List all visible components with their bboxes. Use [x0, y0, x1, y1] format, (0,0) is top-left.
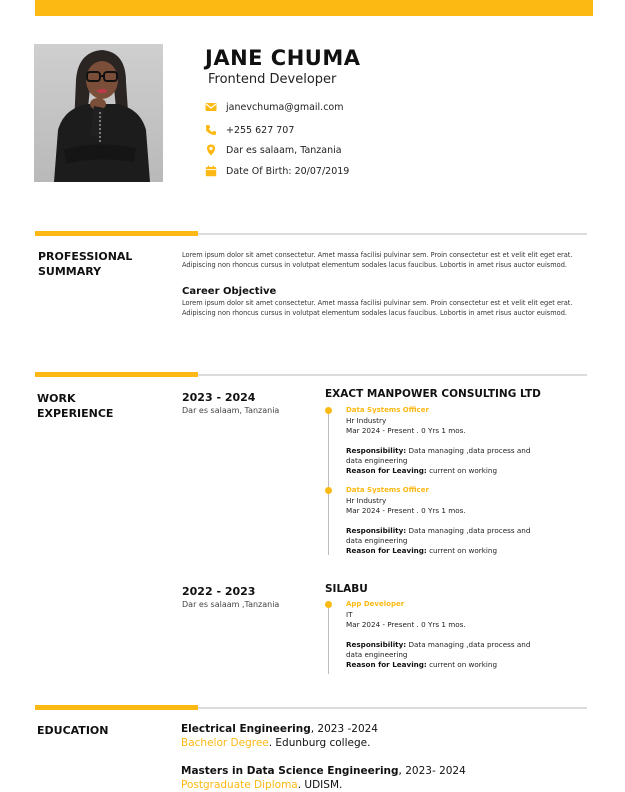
role-industry: IT — [346, 610, 353, 619]
work-heading-line2: EXPERIENCE — [37, 407, 114, 420]
profile-photo — [34, 44, 163, 182]
contact-email[interactable] — [205, 101, 343, 113]
work-divider-accent — [35, 372, 198, 377]
responsibility-text: Data managing ,data process and — [406, 446, 531, 455]
timeline-line — [328, 410, 329, 555]
summary-text: Lorem ipsum dolor sit amet consectetur. Amet massa facilisi pulvinar sem. Proin consectetur est et velit elit eget erat. Adipiscing non rhoncus cursus in volutpat elementum sodales lacus faucibus. Lobortis in amet risus auctor euismod. — [182, 251, 573, 269]
job-title: Frontend Developer — [208, 72, 337, 87]
role-industry: Hr Industry — [346, 416, 387, 425]
summary-heading-line1: PROFESSIONAL — [38, 250, 133, 263]
education-item-title — [181, 765, 466, 777]
education-divider-accent — [35, 705, 198, 710]
reason-label: Reason for Leaving: — [346, 660, 427, 669]
candidate-name: JANE CHUMA — [205, 46, 361, 70]
role-responsibility — [346, 640, 530, 650]
reason-text: current on working — [426, 660, 498, 669]
summary-heading-line2: SUMMARY — [38, 265, 102, 278]
role-responsibility-cont: data engineering — [346, 650, 408, 659]
company-name: EXACT MANPOWER CONSULTING LTD — [325, 388, 541, 400]
job-years: 2023 - 2024 — [182, 391, 256, 404]
responsibility-text: Data managing ,data process and — [406, 640, 531, 649]
timeline-dot — [325, 487, 332, 494]
contact-location — [205, 144, 342, 156]
role-responsibility — [346, 446, 530, 456]
role-title: Data Systems Officer — [346, 486, 429, 494]
top-accent-bar — [35, 0, 593, 16]
education-item-degree — [181, 737, 370, 749]
location-pin-icon — [205, 144, 217, 156]
contact-birthdate — [205, 165, 349, 177]
role-period: Mar 2024 - Present . 0 Yrs 1 mos. — [346, 426, 466, 435]
education-field: Masters in Data Science Engineering — [181, 765, 399, 777]
reason-text: current on working — [426, 546, 498, 555]
education-field: Electrical Engineering — [181, 723, 311, 735]
email-text: janevchuma@gmail.com — [226, 101, 344, 113]
role-title: Data Systems Officer — [346, 406, 429, 414]
role-responsibility-cont: data engineering — [346, 456, 408, 465]
job-location: Dar es salaam, Tanzania — [182, 406, 280, 415]
phone-icon — [205, 124, 217, 136]
degree-name: Postgraduate Diploma — [181, 779, 298, 791]
reason-text: current on working — [426, 466, 498, 475]
role-industry: Hr Industry — [346, 496, 387, 505]
reason-label: Reason for Leaving: — [346, 466, 427, 475]
role-reason — [346, 466, 497, 476]
responsibility-label: Responsibility: — [346, 446, 407, 455]
education-years: , 2023 -2024 — [310, 723, 378, 735]
phone-text: +255 627 707 — [226, 124, 295, 136]
career-objective-heading: Career Objective — [182, 286, 277, 297]
timeline-dot — [325, 407, 332, 414]
calendar-icon — [205, 165, 217, 177]
timeline-line — [328, 604, 329, 674]
job-years: 2022 - 2023 — [182, 585, 256, 598]
role-period: Mar 2024 - Present . 0 Yrs 1 mos. — [346, 620, 466, 629]
degree-name: Bachelor Degree — [181, 737, 269, 749]
school-name: . UDISM. — [297, 779, 343, 791]
role-reason — [346, 546, 497, 556]
company-name: SILABU — [325, 583, 368, 595]
career-objective-text: Lorem ipsum dolor sit amet consectetur. Amet massa facilisi pulvinar sem. Proin consectetur est et velit elit eget erat. Adipiscing non rhoncus cursus in volutpat elementum sodales lacus faucibus. Lobortis in amet risus auctor euismod. — [182, 299, 573, 317]
role-reason — [346, 660, 497, 670]
role-responsibility-cont: data engineering — [346, 536, 408, 545]
work-heading — [37, 391, 113, 421]
timeline-dot — [325, 601, 332, 608]
location-text: Dar es salaam, Tanzania — [226, 144, 342, 156]
education-item-degree — [181, 779, 342, 791]
birthdate-text: Date Of Birth: 20/07/2019 — [226, 165, 350, 177]
school-name: . Edunburg college. — [268, 737, 371, 749]
role-period: Mar 2024 - Present . 0 Yrs 1 mos. — [346, 506, 466, 515]
responsibility-text: Data managing ,data process and — [406, 526, 531, 535]
contact-phone[interactable] — [205, 124, 294, 136]
reason-label: Reason for Leaving: — [346, 546, 427, 555]
mail-icon — [205, 101, 217, 113]
job-location: Dar es salaam ,Tanzania — [182, 600, 280, 609]
role-responsibility — [346, 526, 530, 536]
responsibility-label: Responsibility: — [346, 526, 407, 535]
summary-divider-accent — [35, 231, 198, 236]
education-years: , 2023- 2024 — [398, 765, 466, 777]
responsibility-label: Responsibility: — [346, 640, 407, 649]
summary-heading — [38, 249, 132, 279]
role-title: App Developer — [346, 600, 405, 608]
education-heading: EDUCATION — [37, 724, 109, 737]
work-heading-line1: WORK — [37, 392, 76, 405]
education-item-title — [181, 723, 378, 735]
